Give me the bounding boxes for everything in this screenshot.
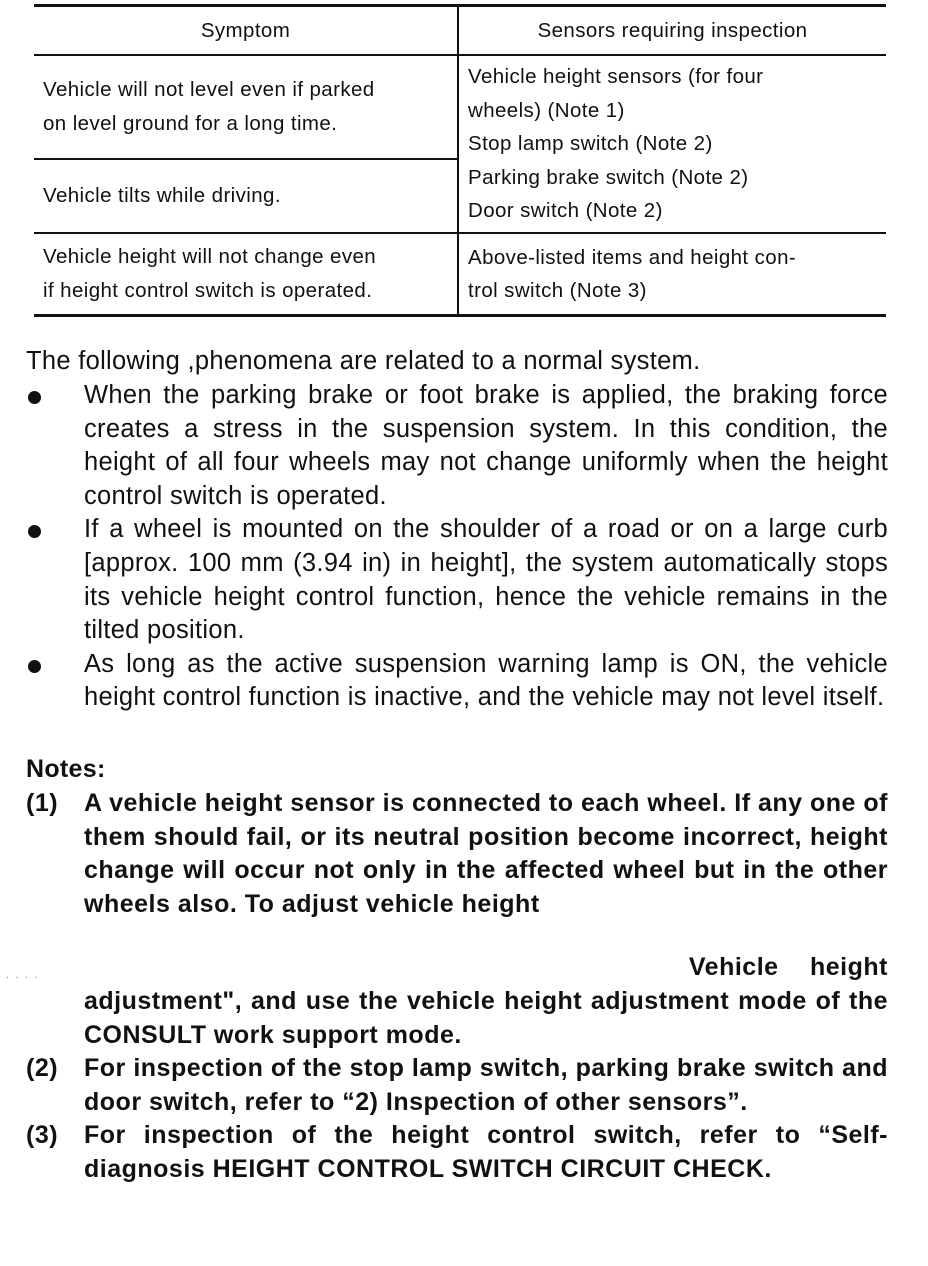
bullet-icon xyxy=(28,660,41,673)
bullet-list xyxy=(26,379,888,715)
bullet-icon xyxy=(28,391,41,404)
notes-heading: Notes: xyxy=(26,755,106,783)
note-item xyxy=(26,1052,888,1119)
note-number: (2) xyxy=(26,1054,59,1083)
note-text: For inspection of the height control switch, refer to “Self-diagnosis HEIGHT CONTROL SWITCH CIRCUIT CHECK. xyxy=(84,1121,888,1183)
sensors-cell xyxy=(458,55,886,233)
bullet-text: As long as the active suspension warning lamp is ON, the vehicle height control function is inactive, and the vehicle may not level itself. xyxy=(84,649,888,712)
bullet-text: When the parking brake or foot brake is applied, the braking force creates a stress in the suspension system. In this condition, the height of all four wheels may not change uniformly when the height control switch is operated. xyxy=(84,381,888,510)
note-text-right: Vehicle height xyxy=(688,953,888,982)
sensor-line: wheels) (Note 1) xyxy=(468,98,625,122)
note-number: (1) xyxy=(26,789,59,817)
symptom-cell xyxy=(34,159,458,233)
symptom-line: Vehicle height will not change even xyxy=(43,245,377,268)
symptom-line: Vehicle tilts while driving. xyxy=(43,184,281,207)
sensor-line: trol switch (Note 3) xyxy=(468,279,647,302)
sensor-line: Stop lamp switch (Note 2) xyxy=(468,132,713,156)
table-row xyxy=(34,233,886,316)
list-item xyxy=(26,513,888,647)
note-text: adjustment", and use the vehicle height adjustment mode of the CONSULT work support mode. xyxy=(84,986,888,1049)
sensor-line: Vehicle height sensors (for four xyxy=(468,65,764,89)
note-text: For inspection of the stop lamp switch, parking brake switch and door switch, refer to “2) Inspection of other sensors”. xyxy=(84,1054,888,1116)
table-row xyxy=(34,55,886,159)
symptom-cell xyxy=(34,55,458,159)
symptom-line: Vehicle will not level even if parked xyxy=(43,78,375,101)
symptom-sensor-table xyxy=(34,4,886,317)
notes-list xyxy=(26,787,888,1187)
table-header-sensors: Sensors requiring inspection xyxy=(458,6,886,56)
list-item xyxy=(26,379,888,513)
sensor-line: Parking brake switch (Note 2) xyxy=(468,165,749,189)
note-gap xyxy=(84,921,888,951)
sensor-line: Above-listed items and height con- xyxy=(468,245,797,269)
scan-specks: . . . . xyxy=(6,970,40,981)
note-item xyxy=(26,1119,888,1186)
intro-paragraph: The following ,phenomena are related to a normal system. xyxy=(26,347,701,375)
bullet-text: If a wheel is mounted on the shoulder of a road or on a large curb [approx. 100 mm (3.94 in) in height], the system automatically stops its vehicle height control function, hence the vehicle remains in the tilted position. xyxy=(84,515,888,645)
table-header-row xyxy=(34,6,886,56)
note-text: A vehicle height sensor is connected to each wheel. If any one of them should fail, or its neutral position become incorrect, height change will occur not only in the affected wheel but in the other wheels also. To adjust vehicle height xyxy=(84,789,888,918)
sensors-cell xyxy=(458,233,886,316)
note-item xyxy=(26,787,888,1052)
sensor-line: Door switch (Note 2) xyxy=(468,199,663,223)
note-number: (3) xyxy=(26,1121,59,1150)
symptom-line: on level ground for a long time. xyxy=(43,112,338,135)
symptom-cell xyxy=(34,233,458,316)
table-header-symptom: Symptom xyxy=(34,6,458,56)
symptom-line: if height control switch is operated. xyxy=(43,279,373,302)
list-item xyxy=(26,648,888,715)
bullet-icon xyxy=(28,525,41,538)
